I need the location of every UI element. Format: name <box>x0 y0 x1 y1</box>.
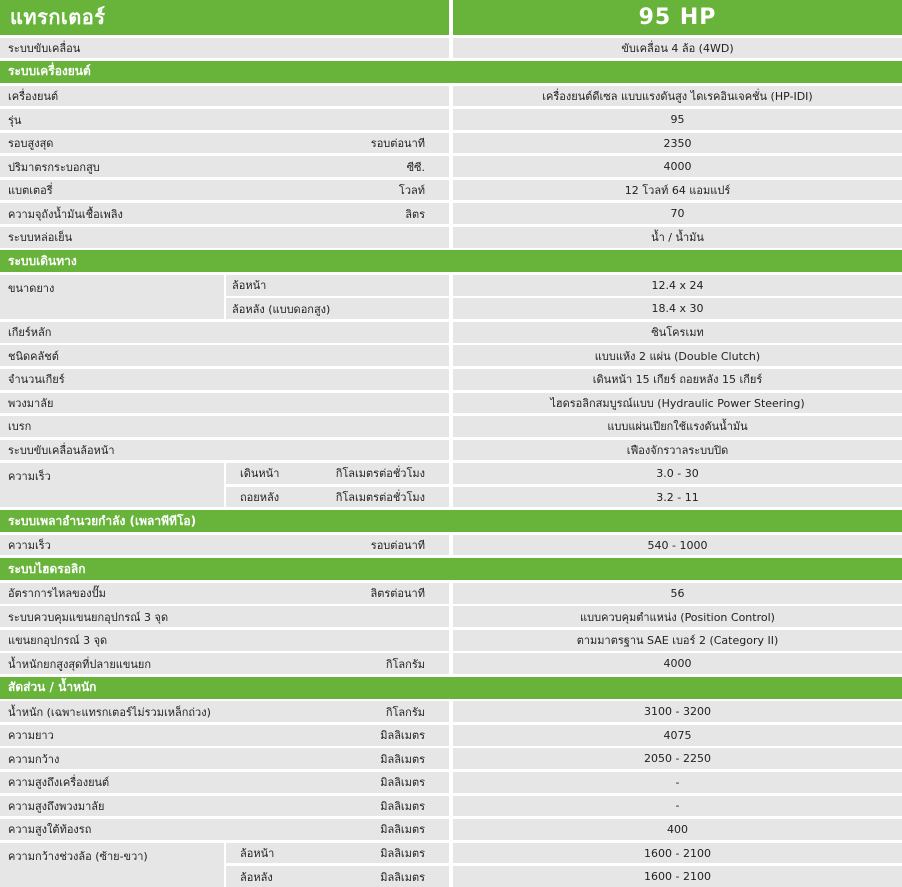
dimensions-row-1-unit: มิลลิเมตร <box>380 729 425 743</box>
engine-row-0-label-cell <box>0 86 449 107</box>
travel-row-5-value: เฟืองจักรวาลระบบปิด <box>453 440 902 461</box>
hydraulic-row-0-value: 56 <box>453 583 902 604</box>
dimensions-row-0-label-cell <box>0 701 449 722</box>
pto-speed-value: 540 - 1000 <box>453 535 902 556</box>
travel-row-3-label: พวงมาลัย <box>0 393 449 414</box>
hydraulic-row-2-label: แขนยกอุปกรณ์ 3 จุด <box>8 634 108 648</box>
engine-row-5-value: 70 <box>453 203 902 224</box>
engine-row-5-label-cell <box>0 203 449 224</box>
speed-forward-value: 3.0 - 30 <box>453 463 902 484</box>
drive-label: ระบบขับเคลื่อน <box>0 38 449 59</box>
dimensions-row-3-value: - <box>453 772 902 793</box>
travel-row-0-label: เกียร์หลัก <box>0 322 449 343</box>
track-front-label: ล้อหน้า <box>240 847 275 861</box>
track-front-value: 1600 - 2100 <box>453 843 902 864</box>
engine-row-3-label: ปริมาตรกระบอกสูบ <box>8 160 100 174</box>
dimensions-row-2-label-cell <box>0 748 449 769</box>
dimensions-row-5-label: ความสูงใต้ท้องรถ <box>8 823 92 837</box>
track-rear-cell <box>226 866 449 887</box>
dimensions-row-3-unit: มิลลิเมตร <box>380 776 425 790</box>
dimensions-row-4-value: - <box>453 796 902 817</box>
hydraulic-row-0-label-cell <box>0 583 449 604</box>
hydraulic-row-1-value: แบบควบคุมตำแหน่ง (Position Control) <box>453 606 902 627</box>
engine-row-4-label-cell <box>0 180 449 201</box>
engine-row-1-value: 95 <box>453 109 902 130</box>
engine-row-6-value: น้ำ / น้ำมัน <box>453 227 902 248</box>
travel-row-4-value: แบบแผ่นเปียกใช้แรงดันน้ำมัน <box>453 416 902 437</box>
track-rear-label: ล้อหลัง <box>240 870 273 884</box>
dimensions-row-2-label: ความกว้าง <box>8 752 60 766</box>
tire-size-label: ขนาดยาง <box>0 275 224 319</box>
engine-row-1-label-cell <box>0 109 449 130</box>
dimensions-row-2-value: 2050 - 2250 <box>453 748 902 769</box>
hydraulic-row-2-label-cell <box>0 630 449 651</box>
dimensions-row-4-label-cell <box>0 796 449 817</box>
dimensions-row-3-label: ความสูงถึงเครื่องยนต์ <box>8 776 110 790</box>
section-pto: ระบบเพลาอำนวยกำลัง (เพลาพีทีโอ) <box>0 510 902 532</box>
section-travel: ระบบเดินทาง <box>0 250 902 272</box>
travel-row-3-value: ไฮดรอลิกสมบูรณ์แบบ (Hydraulic Power Steering) <box>453 393 902 414</box>
engine-row-6-label-cell <box>0 227 449 248</box>
engine-row-3-unit: ซีซี. <box>406 160 425 174</box>
track-rear-value: 1600 - 2100 <box>453 866 902 887</box>
track-front-cell <box>226 843 449 864</box>
travel-row-2-value: เดินหน้า 15 เกียร์ ถอยหลัง 15 เกียร์ <box>453 369 902 390</box>
dimensions-row-5-value: 400 <box>453 819 902 840</box>
engine-row-0-value: เครื่องยนต์ดีเซล แบบแรงดันสูง ไดเรคอินเจคชั่น (HP-IDI) <box>453 86 902 107</box>
engine-row-1-label: รุ่น <box>8 113 22 127</box>
hydraulic-row-0-label: อัตราการไหลของปั๊ม <box>8 587 106 601</box>
travel-row-4-label: เบรก <box>0 416 449 437</box>
dimensions-row-0-value: 3100 - 3200 <box>453 701 902 722</box>
dimensions-row-1-value: 4075 <box>453 725 902 746</box>
speed-reverse-value: 3.2 - 11 <box>453 487 902 508</box>
hydraulic-row-3-label-cell <box>0 653 449 674</box>
pto-speed-unit: รอบต่อนาที <box>370 539 425 553</box>
engine-row-2-label-cell <box>0 133 449 154</box>
speed-forward-label: เดินหน้า <box>240 467 280 481</box>
engine-row-2-label: รอบสูงสุด <box>8 137 54 151</box>
hydraulic-row-3-label: น้ำหนักยกสูงสุดที่ปลายแขนยก <box>8 657 152 671</box>
track-rear-unit: มิลลิเมตร <box>380 870 425 884</box>
tire-front-value: 12.4 x 24 <box>453 275 902 296</box>
dimensions-row-4-unit: มิลลิเมตร <box>380 799 425 813</box>
pto-speed-label: ความเร็ว <box>8 539 51 553</box>
dimensions-row-0-unit: กิโลกรัม <box>385 705 425 719</box>
dimensions-row-0-label: น้ำหนัก (เฉพาะแทรกเตอร์ไม่รวมเหล็กถ่วง) <box>8 705 211 719</box>
engine-row-3-label-cell <box>0 156 449 177</box>
travel-row-0-value: ซินโครเมท <box>453 322 902 343</box>
section-dimensions: สัดส่วน / น้ำหนัก <box>0 677 902 699</box>
dimensions-row-5-label-cell <box>0 819 449 840</box>
dimensions-row-1-label-cell <box>0 725 449 746</box>
hydraulic-row-3-unit: กิโลกรัม <box>385 657 425 671</box>
engine-row-5-label: ความจุถังน้ำมันเชื้อเพลิง <box>8 207 123 221</box>
tire-rear-label: ล้อหลัง (แบบดอกสูง) <box>226 298 449 319</box>
hydraulic-row-3-value: 4000 <box>453 653 902 674</box>
dimensions-row-1-label: ความยาว <box>8 729 54 743</box>
travel-row-2-label: จำนวนเกียร์ <box>0 369 449 390</box>
pto-label-cell <box>0 535 449 556</box>
dimensions-row-4-label: ความสูงถึงพวงมาลัย <box>8 799 105 813</box>
dimensions-row-2-unit: มิลลิเมตร <box>380 752 425 766</box>
tire-front-label: ล้อหน้า <box>226 275 449 296</box>
hydraulic-row-1-label-cell <box>0 606 449 627</box>
engine-row-4-label: แบตเตอรี่ <box>8 184 53 198</box>
section-engine: ระบบเครื่องยนต์ <box>0 61 902 83</box>
hydraulic-row-0-unit: ลิตรต่อนาที <box>370 587 425 601</box>
engine-row-6-label: ระบบหล่อเย็น <box>8 231 73 245</box>
engine-row-4-value: 12 โวลท์ 64 แอมแปร์ <box>453 180 902 201</box>
hydraulic-row-1-label: ระบบควบคุมแขนยกอุปกรณ์ 3 จุด <box>8 610 169 624</box>
speed-reverse-label: ถอยหลัง <box>240 491 280 504</box>
engine-row-3-value: 4000 <box>453 156 902 177</box>
tire-rear-value: 18.4 x 30 <box>453 298 902 319</box>
speed-label: ความเร็ว <box>0 463 224 507</box>
engine-row-4-unit: โวลท์ <box>398 184 425 198</box>
track-width-label: ความกว้างช่วงล้อ (ซ้าย-ขวา) <box>0 843 224 887</box>
travel-row-1-value: แบบแห้ง 2 แผ่น (Double Clutch) <box>453 345 902 366</box>
travel-row-1-label: ชนิดคลัชต์ <box>0 345 449 366</box>
dimensions-row-3-label-cell <box>0 772 449 793</box>
engine-row-5-unit: ลิตร <box>405 207 425 221</box>
speed-reverse-cell <box>226 487 449 508</box>
section-hydraulic: ระบบไฮดรอลิก <box>0 558 902 580</box>
engine-row-2-value: 2350 <box>453 133 902 154</box>
engine-row-2-unit: รอบต่อนาที <box>370 137 425 151</box>
dimensions-row-5-unit: มิลลิเมตร <box>380 823 425 837</box>
speed-reverse-unit: กิโลเมตรต่อชั่วโมง <box>335 491 425 504</box>
hydraulic-row-2-value: ตามมาตรฐาน SAE เบอร์ 2 (Category II) <box>453 630 902 651</box>
speed-forward-unit: กิโลเมตรต่อชั่วโมง <box>335 467 425 481</box>
header-title: แทรกเตอร์ <box>0 0 449 35</box>
engine-row-0-label: เครื่องยนต์ <box>8 89 59 103</box>
speed-forward-cell <box>226 463 449 484</box>
drive-value: ขับเคลื่อน 4 ล้อ (4WD) <box>453 38 902 59</box>
track-front-unit: มิลลิเมตร <box>380 847 425 861</box>
travel-row-5-label: ระบบขับเคลื่อนล้อหน้า <box>0 440 449 461</box>
header-model-hp: 95 HP <box>453 0 902 35</box>
